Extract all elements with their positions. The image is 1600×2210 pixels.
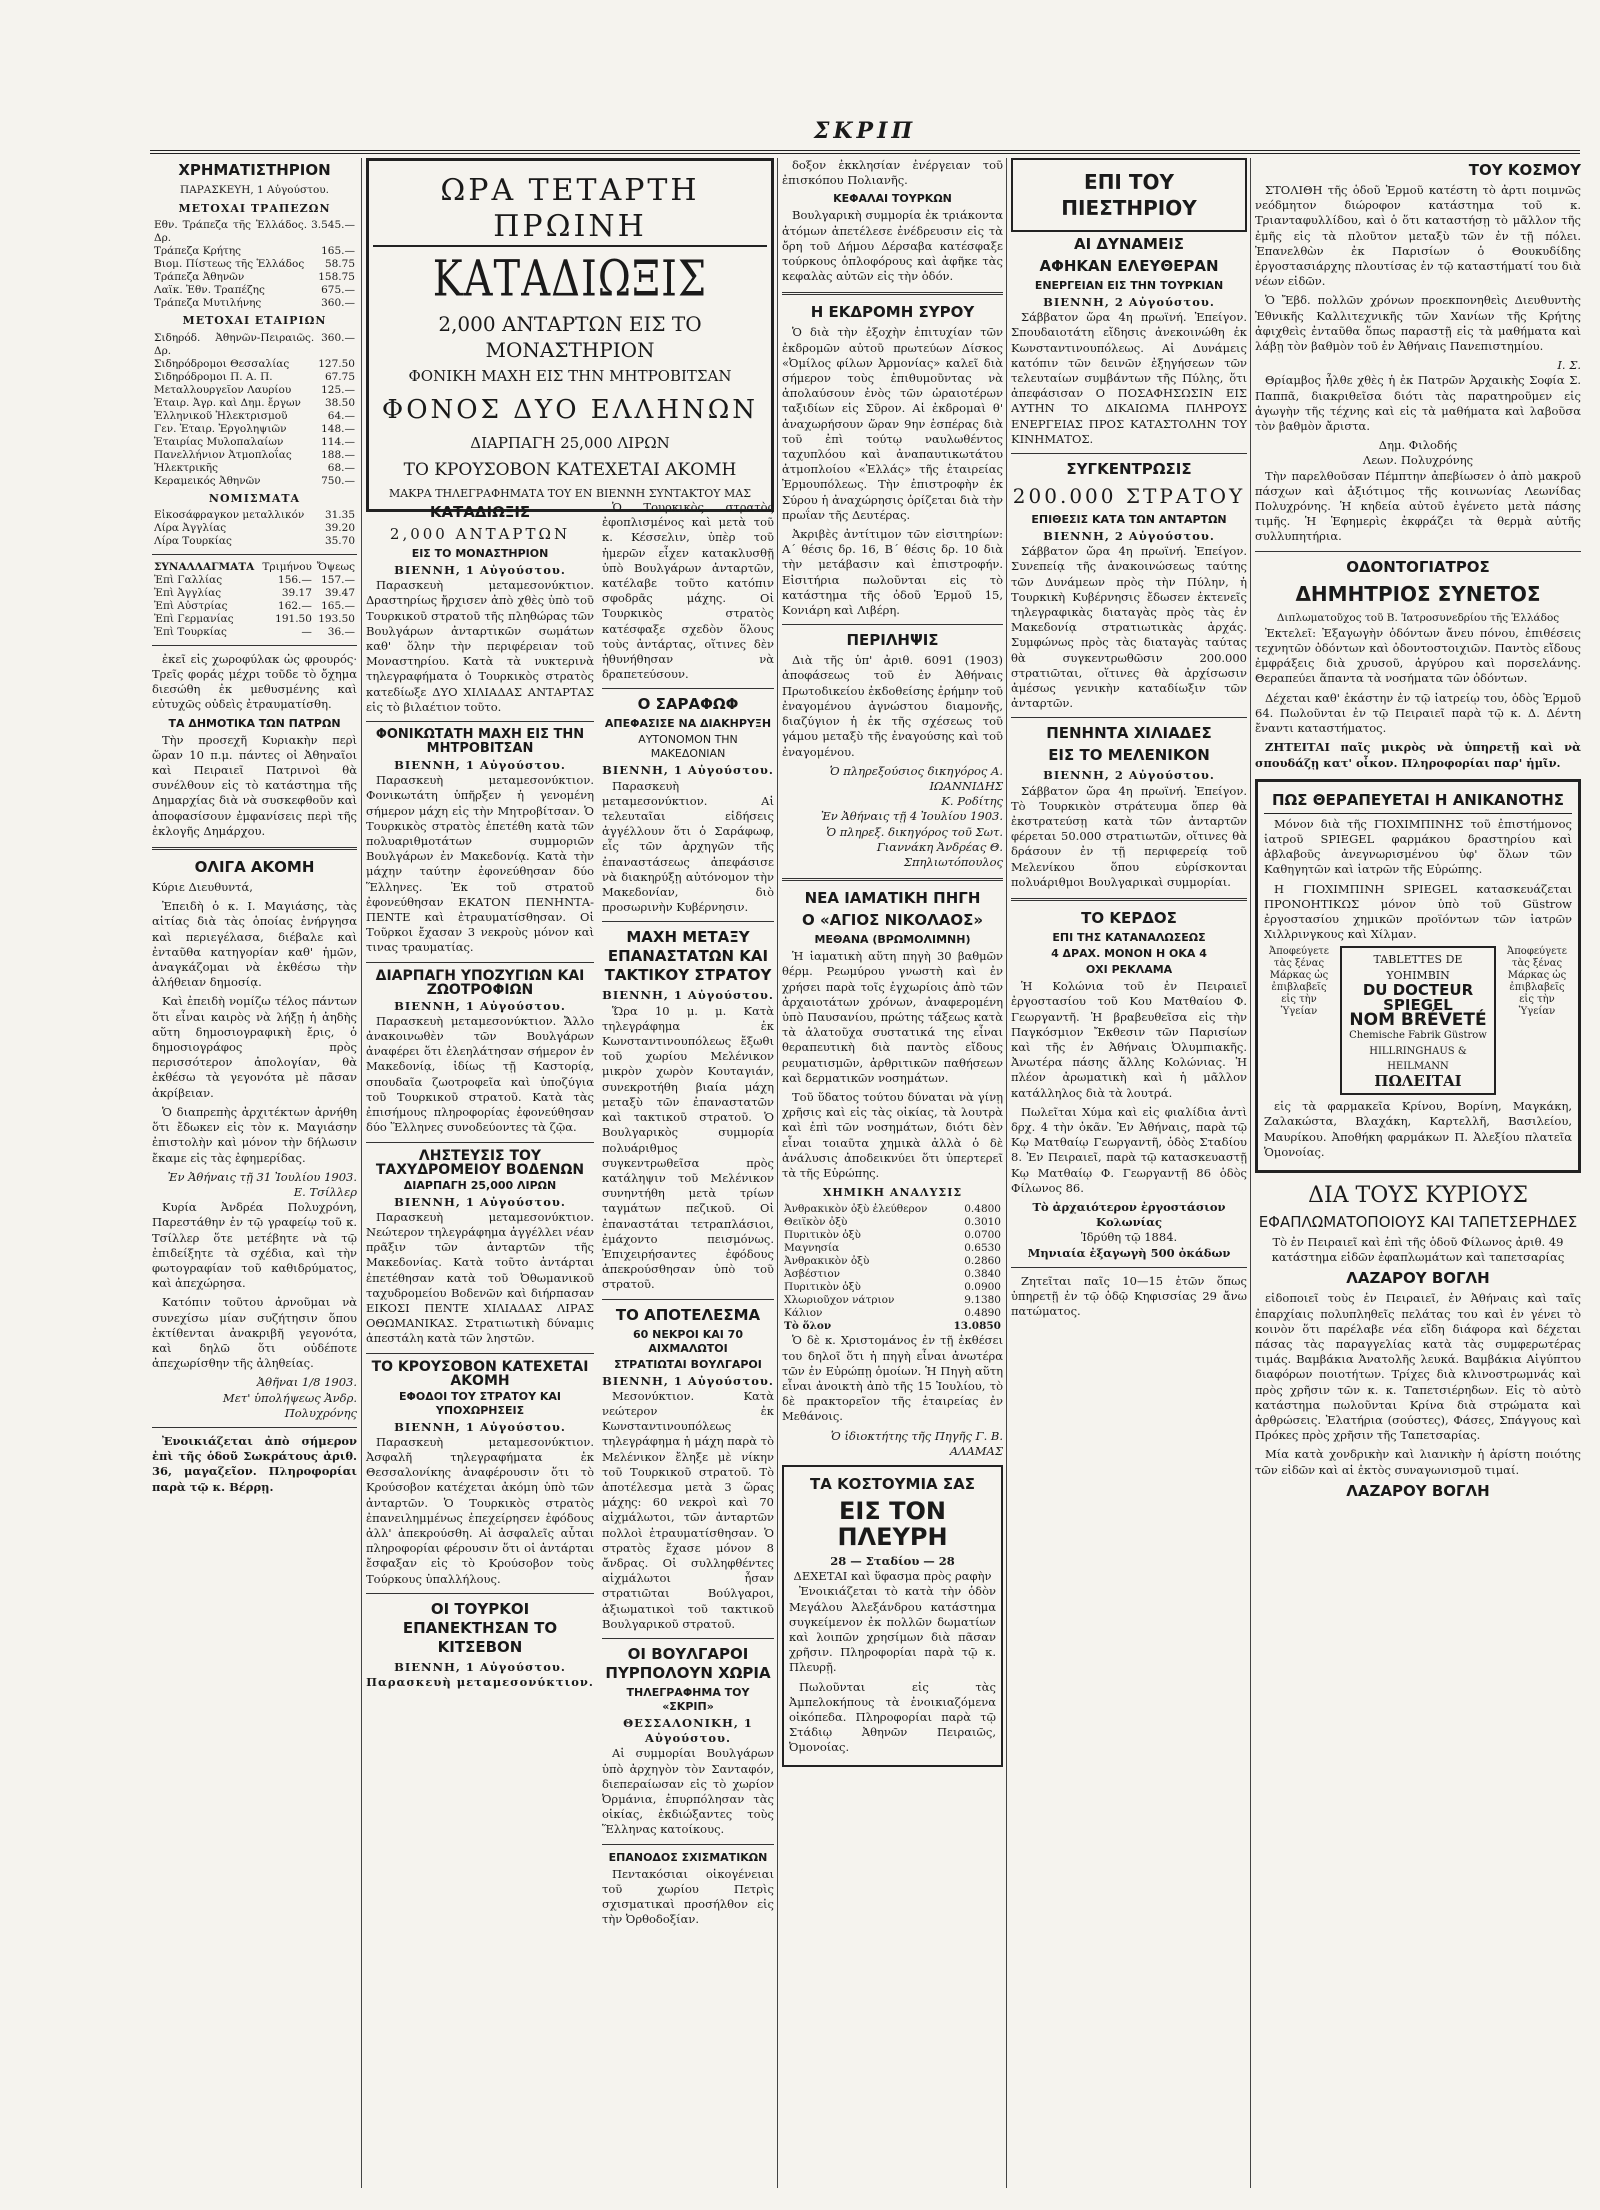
death-notice-name: Δημ. Φιλοδής xyxy=(1378,438,1458,453)
article-text: Ὁ διὰ τὴν ἐξοχὴν ἐπιτυχίαν τῶν ἐκδρομῶν αὐτοῦ πρωτεύων Δίσκος «Ὀμίλος φίλων Ἀρμονίας» καλεῖ διὰ σήμερον τοὺς ἐπιθυμοῦντας νὰ ἀπολαύσουν ἐνὸς τῶν ὡραιοτέρων ταξιδίων εἰς Σῦρον. Αἱ ἐκδρομαὶ θ' ἀναχωρήσουν ὥραν 9ην ἑσπέρας διὰ τοῦ ἐπὶ τούτῳ ναυλωθέντος ταχυπλόου καὶ ἀναπαυτικωτάτου ἀτμοπλοίου «Ἑλλάς» τῆς ἑταιρείας Ἐρμουπόλεως. Τὴν ἐπιστροφὴν ἐκ Σύρου ἡ ἀναχώρησις ὁρίζεται διὰ τὴν πρωΐαν τῆς Δευτέρας. xyxy=(782,325,1003,522)
table-row xyxy=(152,410,357,423)
column-notices xyxy=(782,158,1003,2188)
dateline: ΒΙΕΝΝΗ, 1 Αὐγούστου. xyxy=(394,998,566,1013)
article-title: ΤΟ ΑΠΟΤΕΛΕΣΜΑ xyxy=(615,1305,761,1324)
table-row xyxy=(152,271,357,284)
table-row xyxy=(152,371,357,384)
product-line: ΠΩΛΕΙΤΑΙ xyxy=(1374,1071,1462,1090)
masthead: ΣΚΡΙΠ xyxy=(150,118,1580,154)
row-value: 165.— xyxy=(321,599,355,612)
row-label: Λαϊκ. Ἐθν. Τραπέζης xyxy=(154,284,265,297)
row-label: Σιδηρόδρομοι Θεσσαλίας xyxy=(154,357,290,370)
row-label: Σιδηρόδρομοι Π. Α. Π. xyxy=(154,370,273,383)
article-text: δοξον ἐκκλησίαν ἐνέργειαν τοῦ ἐπισκόπου Πολιανῆς. xyxy=(782,158,1003,188)
ad-title: ΤΟ ΚΕΡΔΟΣ xyxy=(1081,909,1177,928)
row-label: Ἀνθρακικὸν ὀξὺ ἐλεύθερον xyxy=(784,1203,928,1216)
article-text: Βουλγαρικὴ συμμορία ἐκ τριάκοντα ἀτόμων ἀπετέλεσε ἐνέδρευσιν εἰς τὰ ὄρη τοῦ Δήμου Δέρσαβα κατέσφαξε τούρκους ὁπλοφόρους καὶ ἀφῆκε τὰς κεφαλὰς αὐτῶν εἰς τὴν ὁδόν. xyxy=(782,208,1003,284)
row-value: 38.50 xyxy=(324,396,355,409)
article-subtitle: ΕΙΣ ΤΟ ΜΟΝΑΣΤΗΡΙΟΝ xyxy=(411,547,549,560)
coins-title: ΝΟΜΙΣΜΑΤΑ xyxy=(208,491,301,505)
row-value: 156.— xyxy=(278,573,312,586)
article-text: Παρασκευὴ μεταμεσονύκτιον. Αἱ τελευταῖαι εἰδήσεις ἀγγέλλουν ὅτι ὁ Σαράφωφ, εἷς τῶν ἀρχηγῶν τῆς ἐπαναστάσεως ἀπεφάσισε νὰ διακηρύξῃ αὐτόνομον τὴν Μακεδονίαν, διὸ προσωρινὴν Κυβέρνησιν. xyxy=(602,778,774,915)
table-row xyxy=(152,574,357,587)
row-value: — xyxy=(301,625,312,638)
row-value: 35.70 xyxy=(324,534,355,547)
article-subtitle: ΕΦΟΔΟΙ ΤΟΥ ΣΤΡΑΤΟΥ ΚΑΙ ΥΠΟΧΩΡΗΣΕΙΣ xyxy=(398,1389,562,1417)
row-label: Τράπεζα Κρήτης xyxy=(154,245,242,258)
row-label: Μαγνησία xyxy=(784,1242,840,1255)
table-row xyxy=(152,449,357,462)
article-text: Παρασκευὴ μεταμεσονύκτιον. Φονικωτάτη ὑπῆρξεν ἡ γενομένη σήμερον μάχη εἰς τὴν Μητροβίτσαν. Ὁ Τουρκικὸς στρατὸς ἐπετέθη κατὰ τῶν πολυαριθμοτάτων συμμοριῶν Βουλγάρων ἐν Μακεδονίᾳ. Κατὰ τὴν μάχην ταύτην ἐφονεύθησαν δύο Ἕλληνες. Ἐκ τοῦ στρατοῦ ἐφονεύθησαν ΕΚΑΤΟΝ ΠΕΝΗΝΤΑ-ΠΕΝΤΕ καὶ ἐτραυματίσθησαν. Οἱ Τοῦρκοι ἔχασαν 3 νεκροὺς μόνον καὶ τινας τραυματίας. xyxy=(366,773,594,955)
row-label: Ἐπὶ Γαλλίας xyxy=(154,573,223,586)
ad-subtitle: ΕΠΙ ΤΗΣ ΚΑΤΑΝΑΛΩΣΕΩΣ xyxy=(1052,931,1206,945)
article-text: Παρασκευὴ μεταμεσονύκτιον. Ἄλλο ἀνακοινωθὲν τῶν Βουλγάρων ἀναφέρει ὅτι ἐλεηλάτησαν σήμερον ἐν Μακεδονίᾳ, ἰδίως τῇ Καστορίᾳ, σπουδαῖα ζωοτροφεῖα καὶ ὑποζύγια τοῦ Τουρκικοῦ στρατοῦ. Κατὰ τὰς ἐπισήμους πληροφορίας ἐφονεύθησαν δύο Ἕλληνες συνοδεύοντες τὰ ζῷα. xyxy=(366,1013,594,1135)
row-value: 360.— xyxy=(321,297,355,310)
ad-address: 28 — Σταδίου — 28 xyxy=(830,1554,955,1568)
exchange-date: ΠΑΡΑΣΚΕΥΗ, 1 Αὐγούστου. xyxy=(179,184,330,196)
row-label: Τράπεζα Μυτιλήνης xyxy=(154,297,262,310)
oliga-signature: Ε. Τσίλλερ xyxy=(293,1184,357,1199)
ad-title: ΤΑ ΚΟΣΤΟΥΜΙΑ ΣΑΣ xyxy=(810,1475,975,1493)
ad-text: Δέχεται καθ' ἑκάστην ἐν τῷ ἰατρείῳ του, ὁδὸς Ἑρμοῦ 64. Πωλοῦνται ἐν τῷ Πειραιεῖ παρὰ τῷ κ. Δ. Δέντη ἔναντι καταστήματος. xyxy=(1255,690,1581,736)
article-subtitle: ΔΙΑΡΠΑΓΗ 25,000 ΛΙΡΩΝ xyxy=(403,1178,557,1192)
row-value: 3.545.— xyxy=(311,219,355,232)
article-title: ΚΕΦΑΛΑΙ ΤΟΥΡΚΩΝ xyxy=(833,192,952,206)
table-row xyxy=(152,613,357,626)
tailor-ad xyxy=(782,1465,1003,1767)
ad-signature: Ἱδρύθη τῷ 1884. xyxy=(1080,1230,1178,1245)
row-value: 31.35 xyxy=(324,508,355,521)
oliga-paragraph: Κατόπιν τοῦτου ἀρνοῦμαι νὰ συνεχίσω μίαν συζήτησιν ὅπου ἐκτίθενται ἀνακριβῆ γεγονότα, καὶ δηλῶ ὅτι οὐδέποτε ἀπεχωρίσθην τῆς ἀληθείας. xyxy=(152,1295,357,1371)
table-row xyxy=(152,626,357,639)
ad-text: εἰδοποιεῖ τοὺς ἐν Πειραιεῖ, ἐν Ἀθήναις καὶ ταῖς ἐπαρχίαις πολυπληθεῖς πελάτας του καὶ ἐν γένει τὸ κοινὸν ὅτι παρέλαβε νέα εἴδη διάφορα καὶ δέχεται πάσας τὰς παραγγελίας κατὰ τὰς συμφερωτέρας τιμάς. Βαμβάκια Ἀνατολῆς λευκά. Βαμβάκια Αἰγύπτου διαφόρων ποιοτήτων. Τρίχες διὰ κλινοστρωμνάς καὶ πρὸς χρῆσιν τῶν κ. κ. Ταπετσιέρηδων. Εἰς τὸ αὐτὸ κατάστημα πωλοῦνται Κρίνα διὰ στρώματα καὶ ἀρθρώσεις. Ἐλατήρια (σούστες), Φάσες, Σπάγγους καὶ Πρόκες πρὸς χρῆσιν τῆς Ταπετσαρίας. xyxy=(1255,1291,1581,1443)
article-text: Σάββατον ὥρα 4η πρωϊνή. Ἐπείγον. Σπουδαιοτάτη εἴδησις ἀνεκοινώθη ἐκ Κωνσταντινουπόλεως. Αἱ Δυνάμεις κατόπιν τῶν δεινῶν ἐξηγήσεων τῶν τελευταίων συμβάντων τῆς Πύλης, ὅτι ἀπεφάσισαν Ο ΠΟΣΑΦΗΣΩΣΙΝ ΕΙΣ ΑΥΤΗΝ ΤΟ ΔΙΚΑΙΩΜΑ ΠΛΗΡΟΥΣ ΕΝΕΡΓΕΙΑΣ ΠΡΟΣ ΚΑΤΑΣΤΟΛΗΝ ΤΟΥ ΚΙΝΗΜΑΤΟΣ. xyxy=(1011,310,1247,446)
row-value: 114.— xyxy=(321,435,355,448)
table-row xyxy=(152,535,357,548)
row-label: Λίρα Ἀγγλίας xyxy=(154,521,227,534)
table-row xyxy=(152,332,357,358)
table-row xyxy=(782,1281,1003,1294)
row-value: 0.3840 xyxy=(964,1268,1001,1281)
row-label: Ἑταιρ. Ἀγρ. καὶ Δημ. ἔργων xyxy=(154,396,301,409)
row-value: 0.0900 xyxy=(964,1281,1001,1294)
table-row xyxy=(782,1268,1003,1281)
fx-title: ΣΥΝΑΛΛΑΓΜΑΤΑ xyxy=(154,560,255,573)
dateline: ΒΙΕΝΝΗ, 2 Αὐγούστου. xyxy=(1043,768,1215,783)
row-label: Ἐπὶ Ἀγγλίας xyxy=(154,586,222,599)
ad-subtitle: Διπλωματοῦχος τοῦ Β. Ἰατροσυνεδρίου τῆς Ἑλλάδος xyxy=(1276,611,1560,624)
column-stock-exchange xyxy=(152,158,357,2188)
article-title: 2,000 ΑΝΤΑΡΤΩΝ xyxy=(389,525,571,543)
article-text: Ὥρα 10 μ. μ. Κατὰ τηλεγράφημα ἐκ Κωνσταντινουπόλεως ἔξωθι τοῦ χωρίου Μελένικον μικρὸν χωρὸν Κουταγιάν, συνεκροτήθη βιαία μάχη μεταξὺ τῶν ἐπαναστατῶν καὶ τακτικοῦ στρατοῦ. Ὁ Βουλγαρικὸς συμμορία πολυάριθμος συγκεντρωθεῖσα πρὸς κατάληψιν τοῦ Μελένικον συνηντήθη μετὰ τρίων ταγμάτων πεζικοῦ. Οἱ ἐπαναστάται τετραπλάσιοι, ἐμάχοντο πεισμόνως. Ἐπιχειρήσαντες ἐφόδους ἀπεκρούσθησαν ὑπὸ τοῦ στρατοῦ. xyxy=(602,1003,774,1292)
court-box xyxy=(1011,158,1247,232)
dateline: ΒΙΕΝΝΗ, 1 Αὐγούστου. xyxy=(602,763,774,778)
fx-head-2: Ὄψεως xyxy=(317,560,355,573)
table-row xyxy=(152,587,357,600)
dateline: ΒΙΕΝΝΗ, 1 Αὐγούστου. xyxy=(394,1419,566,1434)
article-text: Διὰ τῆς ὑπ' ἀριθ. 6091 (1903) ἀποφάσεως τοῦ ἐν Ἀθήναις Πρωτοδικείου ἐκδοθείσης ἐρήμην τοῦ ἐναγομένου ἀγνώστου διαμονῆς, διαζύγιον ἠ ἐκ τῆς σχέσεως τοῦ γάμου μεταξὺ τῆς ἐναγούσης καὶ τοῦ ἐναγομένου. xyxy=(782,653,1003,759)
article-subtitle: ΑΠΕΦΑΣΙΣΕ ΝΑ ΔΙΑΚΗΡΥΞΗ xyxy=(604,717,772,731)
signature: Κ. Ροδίτης xyxy=(941,794,1003,809)
row-label: Κάλιον xyxy=(784,1307,823,1320)
row-label: Μεταλλουργεῖον Λαυρίου xyxy=(154,383,292,396)
ad-text: Ἡ Κολώνια τοῦ ἐν Πειραιεῖ ἐργοστασίου τοῦ Κου Ματθαίου Φ. Γεωργαντῆ. Ἡ βραβευθεῖσα εἰς τὴν Παγκόσμιον Ἔκθεσιν τῶν Παρισίων καὶ τῆς ἐν Ἀθήναις Ὀλυμπιακῆς. Ἀνωτέρα πάσης ἄλλης Κολώνιας. Ἡ πλέον ἀρωματικὴ καὶ ἡ μᾶλλον κατάλληλος διὰ τὰ λουτρά. xyxy=(1011,979,1247,1100)
ad-title: ΔΗΜΗΤΡΙΟΣ ΣΥΝΕΤΟΣ xyxy=(1295,581,1541,606)
article-text: Μεσονύκτιον. Κατὰ νεώτερον ἐκ Κωνσταντινουπόλεως τηλεγράφημα ἡ μάχη παρὰ τὸ Μελένικον ἔληξε μὲ νίκην τοῦ Τουρκικοῦ στρατοῦ. Τὸ ἀποτέλεσμα μετὰ 3 ὥρας μάχης: 60 νεκροὶ καὶ 70 αἰχμάλωτοι, τῶν ἀνταρτῶν πολλοὶ ἐτραυματίσθησαν. Ὁ στρατὸς ἔχασε μόνον 8 ἄνδρας. Οἱ συλληφθέντες αἰχμάλωτοι ἦσαν στρατιῶται Βούλγαροι, ἀξιωματικοὶ τοῦ τακτικοῦ Βουλγαρικοῦ στρατοῦ. xyxy=(602,1388,774,1631)
exchange-title: ΧΡΗΜΑΤΙΣΤΗΡΙΟΝ xyxy=(178,161,331,179)
row-value: 67.75 xyxy=(324,370,355,383)
article-title: ΑΦΗΚΑΝ ΕΛΕΥΘΕΡΑΝ xyxy=(1039,257,1219,275)
article-subtitle: ΕΝΕΡΓΕΙΑΝ ΕΙΣ ΤΗΝ ΤΟΥΡΚΙΑΝ xyxy=(1034,279,1224,292)
oliga-title: ΟΛΙΓΑ ΑΚΟΜΗ xyxy=(194,858,315,877)
analysis-total-label: Τὸ ὅλον xyxy=(784,1320,832,1333)
article-title: ΜΑΧΗ ΜΕΤΑΞΥ ΕΠΑΝΑΣΤΑΤΩΝ ΚΑΙ ΤΑΚΤΙΚΟΥ ΣΤΡΑΤΟΥ xyxy=(604,928,772,985)
signature: Ι. Σ. xyxy=(1557,358,1581,373)
table-row xyxy=(152,258,357,271)
row-value: 125.— xyxy=(321,383,355,396)
table-row xyxy=(152,284,357,297)
product-line: TABLETTES DE YOHIMBIN xyxy=(1373,953,1463,982)
row-label: Γεν. Ἑταιρ. Ἐργοληψιῶν xyxy=(154,422,287,435)
ad-title: ΟΔΟΝΤΟΓΙΑΤΡΟΣ xyxy=(1346,557,1490,576)
headline-sub: ΤΟ ΚΡΟΥΣΟΒΟΝ ΚΑΤΕΧΕΤΑΙ ΑΚΟΜΗ xyxy=(403,460,737,480)
furniture-ad xyxy=(1255,1183,1581,1501)
table-row xyxy=(782,1242,1003,1255)
ad-name: ΛΑΖΑΡΟΥ ΒΟΓΛΗ xyxy=(1346,1269,1490,1288)
article-title: ΕΠΑΝΟΔΟΣ ΣΧΙΣΜΑΤΙΚΩΝ xyxy=(608,1850,768,1864)
ad-side-note: Ἀποφεύγετε τὰς ξένας Μάρκας ὡς ἐπιβλαβεῖς εἰς τὴν Ὑγείαν xyxy=(1507,946,1567,1018)
oliga-paragraph: Ἐπειδὴ ὁ κ. Ι. Μαγιάσης, τὰς αἰτίας διὰ τὰς ὁποίας ἐνήργησα καὶ περιεγέλασα, διέβαλε καὶ ἐνταῦθα κατηγορίαν καθ' ἡμῶν, ἀναγκάζομαι νὰ ἐκθέσω τὴν ἀλήθειαν δημοσίᾳ. xyxy=(152,899,357,990)
row-label: Ἀσβέστιον xyxy=(784,1268,841,1281)
article-text: Πεντακόσιαι οἰκογένειαι τοῦ χωρίου Πετρὶς σχισματικαὶ προσήλθον εἰς τὴν Ὀρθοδοξίαν. xyxy=(602,1866,774,1927)
column-rule xyxy=(777,158,778,2188)
banks-table xyxy=(152,219,357,310)
table-row xyxy=(152,475,357,488)
article-text: Ἡ ἰαματικὴ αὕτη πηγὴ 30 βαθμῶν θέρμ. Ρεωμύρου γνωστὴ καὶ ἐν χρήσει παρὰ τοῖς ἐγχωρίοις ἀπὸ τῶν ἀρχαιοτάτων χρόνων, ἀναφερομένη ὑπὸ Παυσανίου, πρώτης τάξεως κατὰ τὰ ἁλατοῦχα συστατικά της εἶναι θεραπευτικὴ διὰ παντὸς εἴδους ρευματισμῶν, ἀρθριτικῶν παθήσεων καὶ δερματικῶν νοσημάτων. xyxy=(782,949,1003,1085)
table-row xyxy=(152,423,357,436)
row-value: 157.— xyxy=(321,573,355,586)
article-text: Σάββατον ὥρα 4η πρωϊνή. Ἐπείγον. Τὸ Τουρκικὸν στράτευμα ὅπερ θὰ ἐκστρατεύσῃ κατὰ τῶν ἀνταρτῶν φέρεται 50.000 στρατιωτῶν, οἵτινες θὰ δράσουν ἐν τῇ περιφερείᾳ τοῦ Μελενίκου ὅπου εὑρίσκονται πολυάριθμοι Βουλγαρικαὶ συμμορίαι. xyxy=(1011,783,1247,889)
fx-table xyxy=(152,561,357,639)
ad-title: ΔΙΑ ΤΟΥΣ ΚΥΡΙΟΥΣ xyxy=(1308,1182,1528,1208)
article-subtitle: ΑΥΤΟΝΟΜΟΝ ΤΗΝ ΜΑΚΕΔΟΝΙΑΝ xyxy=(638,733,738,761)
patras-title: ΤΑ ΔΗΜΟΤΙΚΑ ΤΩΝ ΠΑΤΡΩΝ xyxy=(168,716,341,730)
oliga-signature-date: Ἐν Ἀθήναις τῇ 31 Ἰουλίου 1903. xyxy=(167,1169,357,1184)
article-text: Τὴν παρελθοῦσαν Πέμπτην ἀπεβίωσεν ὁ ἀπὸ μακροῦ πάσχων καὶ ἀξιότιμος τῆς κοινωνίας Λεωνίδας Πολυχρόνης. Ἡ κηδεία αὐτοῦ ἐγένετο μετὰ πάσης τιμῆς. Ἡ Ἐφημερὶς ἐκφράζει τὰ θερμὰ αὐτῆς συλλυπητήρια. xyxy=(1255,468,1581,544)
headline-sub: ΦΟΝΙΚΗ ΜΑΧΗ ΕΙΣ ΤΗΝ ΜΗΤΡΟΒΙΤΣΑΝ xyxy=(408,367,732,385)
spiegel-ad xyxy=(1255,779,1581,1173)
article-subtitle: ΤΗΛΕΓΡΑΦΗΜΑ ΤΟΥ «ΣΚΡΙΠ» xyxy=(626,1685,750,1713)
article-title: ΛΗΣΤΕΥΣΙΣ ΤΟΥ ΤΑΧΥΔΡΟΜΕΙΟΥ ΒΟΔΕΝΩΝ xyxy=(375,1147,585,1178)
row-value: 64.— xyxy=(327,409,355,422)
article-title: ΤΟΥ ΚΟΣΜΟΥ xyxy=(1468,161,1581,179)
ad-text: Μόνον διὰ τῆς ΓΙΟΧΙΜΠΙΝΗΣ τοῦ ἐπιστήμονος ἰατροῦ SPIEGEL φαρμάκου δραστηρίου καὶ ἀβλαβοῦς ἀνεγνωρισμένου ὑφ' ὅλων τῶν Καθηγητῶν καὶ ἰατρῶν τῆς Εὐρώπης. xyxy=(1264,816,1572,877)
article-text: Ὁ Ἔβδ. πολλῶν χρόνων προεκπονηθεὶς Διευθυντὴς Ἐθνικῆς Καλλιτεχνικῆς τῶν Χανίων τῆς Κρήτης ἀφιχθεὶς ἐνταῦθα ὅπως παραστῇ εἰς τὰ μαθήματα καὶ λάβῃ τὸν βαθμὸν τοῦ ἐν Ἀθήναις Πανεπιστημίου. xyxy=(1255,293,1581,354)
classified-ad: Ἐνοικιάζεται ἀπὸ σήμερον ἐπὶ τῆς ὁδοῦ Σωκράτους ἀριθ. 36, μαγαζεῖον. Πληροφορίαι παρὰ τῷ κ. Βέρρῃ. xyxy=(152,1433,357,1494)
article-subtitle: 60 ΝΕΚΡΟΙ ΚΑΙ 70 ΑΙΧΜΑΛΩΤΟΙ xyxy=(633,1327,743,1355)
article-text: Παρασκευὴ μεταμεσονύκτιον. Νεώτερον τηλεγράφημα ἀγγέλλει νέαν πρᾶξιν τῶν ἀνταρτῶν τῆς Μακεδονίας. Κατὰ τοῦτο ἀντάρται ἐπετέθησαν κατὰ τοῦ Ὀθωμανικοῦ ταχυδρομείου Βοδενῶν καὶ διήρπασαν ΕΙΚΟΣΙ ΠΕΝΤΕ ΧΙΛΙΑΔΑΣ ΛΙΡΑΣ ΟΘΩΜΑΝΙΚΑΣ. Στρατιωτικὴ δύναμις ἀπεστάλη κατὰ τῶν ληστῶν. xyxy=(366,1209,594,1346)
table-row xyxy=(782,1255,1003,1268)
article-subtitle: ΣΤΡΑΤΙΩΤΑΙ ΒΟΥΛΓΑΡΟΙ xyxy=(614,1357,762,1371)
article-title: ΝΕΑ ΙΑΜΑΤΙΚΗ ΠΗΓΗ xyxy=(804,889,981,908)
headline-sub: ΔΙΑΡΠΑΓΗ 25,000 ΛΙΡΩΝ xyxy=(470,434,670,452)
column-rule xyxy=(1006,158,1007,2188)
article-title: 200.000 ΣΤΡΑΤΟΥ xyxy=(1012,484,1246,509)
row-label: Ἑταιρίας Μυλοπαλαίων xyxy=(154,435,284,448)
analysis-table xyxy=(782,1203,1003,1333)
table-row xyxy=(782,1229,1003,1242)
ad-text: Πωλοῦνται εἰς τὰς Ἀμπελοκήπους τὰ ἐνοικιαζόμενα οἰκόπεδα. Πληροφορίαι παρὰ τῷ Στάδιῳ Ἀθηνῶν Πειραιῶς, Ὀμονοίας. xyxy=(789,1679,996,1755)
signature: Ὁ πληρεξούσιος δικηγόρος Α. ΙΩΑΝΝΙΔΗΣ xyxy=(829,763,1003,793)
row-value: 750.— xyxy=(321,474,355,487)
row-label: Ἐπὶ Γερμανίας xyxy=(154,612,234,625)
article-text: ΣΤΟΛΙΘΗ τῆς ὁδοῦ Ἑρμοῦ κατέστη τὸ ἀρτι ποιμνῶς νεόδμητον διώροφον κατάστημα τοῦ κ. Τριανταφυλλίδου, καὶ ὁ ὅτι καταστήσῃ τὸ μᾶλλον τῆς ἐμῆς εἰς τὰ πλοῦτον μεταξὺ τῶν ἐν τῇ πόλει. Ἐπανελθὼν ἐκ Παρισίων ὁ Θουκυδίδης ἐργοστασιάρχης πλουτίσας ἐν τῷ καταστήματί του διὰ νέων εἰδῶν. xyxy=(1255,183,1581,289)
article-text: Τοῦ ὕδατος τούτου δύναται νὰ γίνῃ χρῆσις καὶ εἰς τὰς οἰκίας, τὰ λουτρὰ καὶ ἐπὶ τῶν νοσημάτων, διότι δὲν εἶναι τοιαῦτα χημικὰ ἀλλὰ ὁ δὲ ἀνάλυσις ἀποδεικνύει ὅτι ὑπερτερεῖ τὰ τῆς Εὐρώπης. xyxy=(782,1089,1003,1180)
article-text: Παρασκευὴ μεταμεσονύκτιον. Δραστηρίως ἤρχισεν ἀπὸ χθὲς ὑπὸ τοῦ Τουρκικοῦ στρατοῦ τῆς πληθώρας τῶν Βουλγάρων ἀνταρτικῶν σωμάτων καθ' ὅλην τὴν περιφέρειαν τοῦ Μοναστηρίου. Κατὰ τὰ νυκτερινὰ τηλεγραφήματα ὁ Τουρκικὸς στρατὸς κατεδίωξε ΔΥΟ ΧΙΛΙΑΔΑΣ ΑΝΤΑΡΤΑΣ εἰς τὸ βιλαέτιον τοῦτο. xyxy=(366,578,594,714)
oliga-paragraph: Καὶ ἐπειδὴ νομίζω τέλος πάντων ὅτι εἶναι καιρὸς νὰ λήξῃ ἡ ἀηδὴς αὕτη δημοσιογραφικὴ ἔρις, ὁ δημοσιογράφος πρὸς περισσότερον ἀπολογίαν, θὰ ἐκθέσω τὰ γεγονότα μὲ πᾶσαν ἀκρίβειαν. xyxy=(152,994,357,1100)
table-row xyxy=(782,1294,1003,1307)
ad-subtitle: 4 ΔΡΑΧ. ΜΟΝΟΝ Η ΟΚΑ 4 xyxy=(1051,947,1207,961)
row-label: Ἑλληνικοῦ Ἠλεκτρισμοῦ xyxy=(154,409,288,422)
article-title: ΠΕΝΗΝΤΑ ΧΙΛΙΑΔΕΣ xyxy=(1046,724,1212,743)
article-text: Ὁ Τουρκικὸς στρατὸς ἐφοπλισμένος καὶ μετὰ τοῦ κ. Κέσσελιν, ὑπὲρ τοῦ ἡμερῶν εἶχεν κατακλυσθῇ ὑπὸ Βουλγάρων ἀνταρτῶν, κατέλαβε τοῦτο κατόπιν σφοδρᾶς μάχης. Οἱ Τουρκικὸς στρατὸς κατέσφαξε σχεδὸν ὅλους τοὺς ἀντάρτας, οἵτινες δὲν ἠθυνήθησαν νὰ δραπετεύσουν. xyxy=(602,500,774,682)
oliga-signature-date: Ἀθῆναι 1/8 1903. xyxy=(256,1375,357,1390)
row-label: Ἐπὶ Αὐστρίας xyxy=(154,599,228,612)
row-value: 158.75 xyxy=(318,271,355,284)
column-news-right xyxy=(602,500,774,2188)
row-label: Πυριτικὸν ὀξὺ xyxy=(784,1281,861,1294)
row-label: Ἐπὶ Τουρκίας xyxy=(154,625,227,638)
headline-sub: ΜΑΚΡΑ ΤΗΛΕΓΡΑΦΗΜΑΤΑ ΤΟΥ ΕΝ ΒΙΕΝΝΗ ΣΥΝΤΑΚΤΟΥ ΜΑΣ xyxy=(388,487,752,500)
ad-signature: Μηνιαία ἐξαγωγὴ 500 ὀκάδων xyxy=(1027,1245,1231,1260)
article-title: ΠΕΡΙΛΗΨΙΣ xyxy=(846,631,939,650)
table-row xyxy=(152,219,357,245)
table-row xyxy=(152,297,357,310)
ad-text: Μία κατὰ χονδρικὴν καὶ λιανικὴν ἡ ἀρίστη ποιότης τῶν εἰδῶν καὶ αἱ ἐκτὸς συναγωνισμοῦ τιμαί. xyxy=(1255,1447,1581,1477)
classified-ad: ΖΗΤΕΙΤΑΙ παῖς μικρὸς νὰ ὑπηρετῇ καὶ νὰ σπουδάζῃ κατ' οἶκον. Πληροφορίαι παρ' ἡμῖν. xyxy=(1255,740,1581,770)
article-title: ΚΑΤΑΔΙΩΞΙΣ xyxy=(429,503,531,521)
coins-table xyxy=(152,509,357,548)
lead-headline-box xyxy=(366,158,774,500)
article-title: Ο «ΑΓΙΟΣ ΝΙΚΟΛΑΟΣ» xyxy=(801,911,984,930)
article-title: ΣΥΓΚΕΝΤΡΩΣΙΣ xyxy=(1066,460,1192,479)
row-label: Κεραμεικός Ἀθηνῶν xyxy=(154,474,261,487)
row-value: 0.4800 xyxy=(964,1203,1001,1216)
article-title: ΕΙΣ ΤΟ ΜΕΛΕΝΙΚΟΝ xyxy=(1048,746,1210,765)
row-value: 39.47 xyxy=(324,586,355,599)
row-value: 162.— xyxy=(278,599,312,612)
row-value: 193.50 xyxy=(318,612,355,625)
analysis-title: ΧΗΜΙΚΗ ΑΝΑΛΥΣΙΣ xyxy=(822,1186,963,1200)
article-title: ΑΙ ΔΥΝΑΜΕΙΣ xyxy=(1073,235,1185,253)
signature-date: Ἐν Ἀθήναις τῇ 4 Ἰουλίου 1903. xyxy=(820,809,1003,824)
row-value: 188.— xyxy=(321,448,355,461)
column-rule xyxy=(1250,158,1251,2188)
ad-label-block xyxy=(1264,946,1572,1095)
dateline: ΒΙΕΝΝΗ, 1 Αὐγούστου. xyxy=(394,563,566,577)
death-notice-name: Λεων. Πολυχρόνης xyxy=(1362,453,1474,468)
row-value: 0.4890 xyxy=(964,1307,1001,1320)
table-row xyxy=(782,1307,1003,1320)
row-value: 39.17 xyxy=(281,586,312,599)
column-news-left xyxy=(366,500,594,2188)
headline-sub: 2,000 ΑΝΤΑΡΤΩΝ ΕΙΣ ΤΟ ΜΟΝΑΣΤΗΡΙΟΝ xyxy=(438,312,702,362)
product-line: HILLRINGHAUS & HEILMANN xyxy=(1369,1045,1467,1072)
article-text: Ἀκριβὲς ἀντίτιμον τῶν εἰσιτηρίων: Α΄ θέσις δρ. 16, Β΄ θέσις δρ. 10 διὰ τὴν μετάβασιν καὶ ἐπιστροφήν. Εἰσιτήρια πωλοῦνται εἰς τὸ κατάστημα τῆς ὁδοῦ Ἑρμοῦ 15, Κονιάρη καὶ Λιβέρη. xyxy=(782,527,1003,618)
dateline: ΒΙΕΝΝΗ, 1 Αὐγούστου. xyxy=(602,988,774,1003)
row-value: 0.3010 xyxy=(964,1216,1001,1229)
table-row xyxy=(152,600,357,613)
ad-signature: Τὸ ἀρχαιότερον ἐργοστάσιον Κολωνίας xyxy=(1032,1199,1226,1230)
ad-side-note: Ἀποφεύγετε τὰς ξένας Μάρκας ὡς ἐπιβλαβεῖς εἰς τὴν Ὑγείαν xyxy=(1269,946,1329,1018)
oliga-signature: Μετ' ὑπολήψεως Ἀνδρ. Πολυχρόνης xyxy=(222,1390,357,1420)
row-value: 0.0700 xyxy=(964,1229,1001,1242)
ad-title: ΕΦΑΠΛΩΜΑΤΟΠΟΙΟΥΣ ΚΑΙ ΤΑΠΕΤΣΕΡΗΔΕΣ xyxy=(1258,1212,1578,1231)
ad-text: Ἐκτελεῖ: Ἐξαγωγὴν ὀδόντων ἄνευ πόνου, ἐπιθέσεις τεχνητῶν ὀδόντων καὶ ὀδοντοστοιχιῶν. Παντὸς εἴδους ἐμφράξεις διὰ χρυσοῦ, ἀργύρου καὶ πορσελάνης. Θεραπεύει ἅπαντα τὰ νοσήματα τῶν ὀδόντων. xyxy=(1255,625,1581,686)
ad-product-label xyxy=(1340,946,1496,1095)
article-text: Αἱ συμμορίαι Βουλγάρων ὑπὸ ἀρχηγὸν τὸν Σανταφόν, διεπεραίωσαν εἰς τὸ χωρίον Ὀρμάνια, ἐπυρπόλησαν τὰς οἰκίας, ἐκδιώξαντες τοὺς Ἕλληνας κατοίκους. xyxy=(602,1746,774,1837)
row-label: Πανελλήνιον Ἀτμοπλοΐας xyxy=(154,448,292,461)
dateline: ΒΙΕΝΝΗ, 2 Αὐγούστου. xyxy=(1043,529,1215,544)
row-label: Ἠλεκτρικῆς xyxy=(154,461,218,474)
row-label: Εἰκοσάφραγκον μεταλλικόν xyxy=(154,508,305,521)
lead-headline xyxy=(366,158,774,512)
column-telegrams xyxy=(1011,158,1247,2188)
row-value: 191.50 xyxy=(275,612,312,625)
ad-subtitle: ΔΕΧΕΤΑΙ καὶ ὕφασμα πρὸς ραφὴν xyxy=(793,1569,992,1584)
article-title: Ο ΣΑΡΑΦΩΦ xyxy=(637,695,739,714)
product-line: DU DOCTEUR SPIEGEL xyxy=(1362,980,1474,1014)
row-value: 165.— xyxy=(321,245,355,258)
dateline: ΒΙΕΝΝΗ, 1 Αὐγούστου. xyxy=(394,758,566,773)
table-row xyxy=(152,384,357,397)
table-row xyxy=(152,358,357,371)
companies-title: ΜΕΤΟΧΑΙ ΕΤΑΙΡΙΩΝ xyxy=(182,314,327,328)
column-society-ads xyxy=(1255,158,1581,2188)
article-text: Θρίαμβος ἦλθε χθὲς ἡ ἐκ Πατρῶν Ἀρχαικὴς Σοφία Σ. Παππᾶ, διακριθεῖσα διότι τὰς παρατηροῦμεν εἰς ἀγωγὴν τῆς τέχνης καὶ εἰς τὰ μαθήματα καὶ λαβοῦσα τὸν βαθμὸν ἄριστα. xyxy=(1255,373,1581,434)
ad-subtitle: ΟΧΙ ΡΕΚΛΑΜΑ xyxy=(1085,963,1173,977)
column-rule xyxy=(361,158,362,2188)
row-value: 675.— xyxy=(321,284,355,297)
table-row xyxy=(152,522,357,535)
article-title: Η ΕΚΔΡΟΜΗ ΣΥΡΟΥ xyxy=(810,303,975,322)
dateline: ΒΙΕΝΝΗ, 1 Αὐγούστου. xyxy=(602,1373,774,1388)
article-text: Ὁ δὲ κ. Χριστομάνος ἐν τῇ ἐκθέσει του δηλοῖ ὅτι ἡ πηγὴ εἶναι ἀνωτέρα τῶν ἐν Εὐρώπῃ ὁμοίων. Ἡ Πηγὴ αὕτη εἶναι ἀνοικτὴ ἀπὸ τῆς 15 Ἰουλίου, τὸ δὲ πρακτορεῖον τῆς ἑταιρείας ἐν Μεθάνοις. xyxy=(782,1333,1003,1424)
ad-text: εἰς τὰ φαρμακεῖα Κρίνου, Βορίνη, Μαγκάκη, Ζαλακώστα, Βλαχάκη, Καρτελλῆ, Βασιλείου, Μαυρίκου. Ἀποθήκη φαρμάκων Π. Ἀλεξίου πλατεῖα Ὁμονοίας. xyxy=(1264,1099,1572,1159)
oliga-greeting: Κύριε Διευθυντά, xyxy=(152,880,253,895)
row-value: 36.— xyxy=(327,625,355,638)
row-label: Εθν. Τράπεζα τῆς Ἑλλάδος. Δρ. xyxy=(154,219,308,245)
dateline: ΒΙΕΝΝΗ, 2 Αὐγούστου. xyxy=(1043,295,1215,309)
table-row xyxy=(782,1203,1003,1216)
product-line: NOM BRÉVETÉ xyxy=(1349,1010,1487,1031)
ad-text: Τὸ ἐν Πειραιεῖ καὶ ἐπὶ τῆς ὁδοῦ Φίλωνος ἀριθ. 49 κατάστημα εἰδῶν ἐφαπλωμάτων καὶ ταπετσαρίας xyxy=(1271,1234,1565,1265)
table-row xyxy=(152,462,357,475)
row-label: Τράπεζα Ἀθηνῶν xyxy=(154,271,245,284)
ad-text: Πωλεῖται Χύμα καὶ εἰς φιαλίδια ἀντὶ δρχ. 4 τὴν ὀκᾶν. Ἐν Ἀθήναις, παρὰ τῷ Κῳ Ματθαίῳ Γεωργαντῆ, ὁδὸς Σταδίου 8. Ἐν Πειραιεῖ, παρὰ τῷ κατασκευαστῇ Κῳ Ματθαίῳ Φ. Γεωργαντῇ 86 ὁδὸς Φίλωνος 86. xyxy=(1011,1104,1247,1195)
ad-text: Ἐνοικιάζεται τὸ κατὰ τὴν ὁδὸν Μεγάλου Ἀλεξάνδρου κατάστημα συγκείμενον ἐκ πολλῶν δωματίων καὶ λοιπῶν χρησίμων διὰ πᾶσαν χρῆσιν. Πληροφορίαι παρὰ τῷ κ. Πλευρῇ. xyxy=(789,1584,996,1675)
dateline: ΒΙΕΝΝΗ, 1 Αὐγούστου. xyxy=(394,1194,566,1209)
article-title: ΟΙ ΤΟΥΡΚΟΙ ΕΠΑΝΕΚΤΗΣΑΝ ΤΟ ΚΙΤΣΕΒΟΝ xyxy=(402,1599,558,1656)
product-line: Chemische Fabrik Güstrow xyxy=(1349,1030,1487,1042)
table-row xyxy=(152,509,357,522)
article-subtitle: ΕΠΙΘΕΣΙΣ ΚΑΤΑ ΤΩΝ ΑΝΤΑΡΤΩΝ xyxy=(1031,513,1227,527)
row-label: Βιομ. Πίστεως τῆς Ἑλλάδος xyxy=(154,258,305,271)
row-value: 68.— xyxy=(327,461,355,474)
article-title: ΦΟΝΙΚΩΤΑΤΗ ΜΑΧΗ ΕΙΣ ΤΗΝ ΜΗΤΡΟΒΙΤΣΑΝ xyxy=(375,727,585,757)
table-row xyxy=(152,397,357,410)
article-title: ΕΠΙ ΤΟΥ ΠΙΕΣΤΗΡΙΟΥ xyxy=(1061,170,1197,220)
headline-main: ΚΑΤΑΔΙΩΞΙΣ xyxy=(432,250,708,308)
row-label: Ἀνθρακικὸν ὀξὺ xyxy=(784,1255,870,1268)
classified-ad: Ζητεῖται παῖς 10—15 ἐτῶν ὅπως ὑπηρετῇ ἐν τῷ ὁδῷ Κηφισσίας 29 ἄνω πατώματος. xyxy=(1011,1273,1247,1319)
row-value: 360.— xyxy=(321,331,355,344)
oliga-paragraph: Ὁ διαπρεπὴς ἀρχιτέκτων ἀρνήθη ὅτι ἔδωκεν εἰς τὸν κ. Μαγιάσην ἐπιστολὴν καὶ μόνον τὴν δήλωσιν ἔκαμε εἰς τὰς ἐφημερίδας. xyxy=(152,1104,357,1165)
table-row xyxy=(152,245,357,258)
dateline: ΒΙΕΝΝΗ, 1 Αὐγούστου. Παρασκευὴ μεταμεσονύκτιον. xyxy=(366,1659,594,1689)
signature: Ὁ πληρεξ. δικηγόρος τοῦ Σωτ. Γιαννάκη Ἀνδρέας Θ. Σπηλιωτόπουλος xyxy=(826,824,1003,869)
signature: Ὁ ἰδιοκτήτης τῆς Πηγῆς Γ. Β. ΑΛΑΜΑΣ xyxy=(830,1428,1003,1458)
row-label: Λίρα Τουρκίας xyxy=(154,534,232,547)
table-row xyxy=(152,436,357,449)
article-subtitle: ΜΕΘΑΝΑ (ΒΡΩΜΟΛΙΜΝΗ) xyxy=(814,933,971,947)
ad-name: ΛΑΖΑΡΟΥ ΒΟΓΛΗ xyxy=(1346,1481,1490,1500)
fx-head-1: Τριμήνου xyxy=(262,560,312,573)
ad-text: Η ΓΙΟΧΙΜΠΙΝΗ SPIEGEL κατασκευάζεται ΠΡΟΝΟΗΤΙΚΩΣ μόνον ὑπὸ τοῦ Güstrow ἐργοστασίου χημικῶν προϊόντων τῶν ἰατρῶν Χιλλρινγκους καὶ Χίλμαν. xyxy=(1264,881,1572,942)
row-value: 39.20 xyxy=(324,521,355,534)
analysis-total-value: 13.0850 xyxy=(953,1320,1001,1333)
ad-title: ΠΩΣ ΘΕΡΑΠΕΥΕΤΑΙ Η ΑΝΙΚΑΝΟΤΗΣ xyxy=(1264,791,1572,814)
row-label: Πυριτικὸν ὀξὺ xyxy=(784,1229,861,1242)
row-label: Χλωριοῦχον νάτριον xyxy=(784,1294,895,1307)
oliga-paragraph: Κυρία Ἀνδρέα Πολυχρόνη, Παρεστάθην ἐν τῷ γραφείῳ τοῦ κ. Τσίλλερ ὅτε μετέβητε νὰ τῷ ἐπιδείξητε τὰ σχέδια, καὶ τὴν φωτογραφίαν τοῦ καθιδρύματος, καὶ ἀπεχώρησα. xyxy=(152,1200,357,1291)
row-label: Σιδηρόδ. Ἀθηνῶν-Πειραιῶς. Δρ. xyxy=(154,331,315,357)
table-row xyxy=(782,1216,1003,1229)
note: ἐκεῖ εἰς χωροφύλακ ὡς φρουρός· Τρεῖς φοράς μέχρι τοῦδε τὸ ὄχημα διεσώθη ἐκ μεθυσμένης καὶ εὐτυχῶς οὐδεὶς ἐτραυματίσθη. xyxy=(152,651,357,712)
dateline: ΘΕΣΣΑΛΟΝΙΚΗ, 1 Αὐγούστου. xyxy=(623,1715,753,1746)
headline-time: ΩΡΑ ΤΕΤΑΡΤΗ ΠΡΩΙΝΗ xyxy=(373,173,767,247)
banks-title: ΜΕΤΟΧΑΙ ΤΡΑΠΕΖΩΝ xyxy=(178,202,331,216)
row-value: 148.— xyxy=(321,422,355,435)
row-value: 0.6530 xyxy=(964,1242,1001,1255)
patras-text: Τὴν προσεχῆ Κυριακὴν περὶ ὥραν 10 π.μ. πάντες οἱ Ἀθηναῖοι καὶ Πειραιεῖ Πατρινοὶ θὰ συνέλθουν εἰς τὸ κατάστημα τῆς Δημαρχίας διὰ νὰ συσκεφθοῦν καὶ ἀποφασίσουν ἐμφανίσεις περὶ τῆς ἐκλογῆς Δημάρχου. xyxy=(152,732,357,838)
ad-title: ΕΙΣ ΤΟΝ ΠΛΕΥΡΗ xyxy=(837,1497,948,1551)
row-value: 9.1380 xyxy=(964,1294,1001,1307)
article-text: Παρασκευὴ μεταμεσονύκτιον. Ἀσφαλῆ τηλεγραφήματα ἐκ Θεσσαλονίκης ἀναφέρουσιν ὅτι τὸ Κρούσοβον κατέχεται ἀκόμη ὑπὸ τῶν ἀνταρτῶν. Ὁ Τουρκικὸς στρατὸς ἐπανειλημμένως ἐπεχείρησεν ἐφόδους ἀλλ' ἀπεκρούσθη. Αἱ ἀσφαλεῖς αὗται πληροφορίαι φέρουσιν ὅτι οἱ ἀντάρται ἔσφαξαν εἰς τὸ Κρούσοβον τοὺς Τούρκους ὑπαλλήλους. xyxy=(366,1434,594,1586)
article-title: ΤΟ ΚΡΟΥΣΟΒΟΝ ΚΑΤΕΧΕΤΑΙ ΑΚΟΜΗ xyxy=(371,1358,589,1389)
row-value: 58.75 xyxy=(324,258,355,271)
article-title: ΟΙ ΒΟΥΛΓΑΡΟΙ ΠΥΡΠΟΛΟΥΝ ΧΩΡΙΑ xyxy=(605,1644,771,1682)
headline-sub: ΦΟΝΟΣ ΔΥΟ ΕΛΛΗΝΩΝ xyxy=(381,395,759,425)
article-title: ΔΙΑΡΠΑΓΗ ΥΠΟΖΥΓΙΩΝ ΚΑΙ ΖΩΟΤΡΟΦΙΩΝ xyxy=(375,967,585,998)
row-label: Θειϊκὸν ὀξὺ xyxy=(784,1216,848,1229)
row-value: 127.50 xyxy=(318,357,355,370)
article-text: Σάββατον ὥρα 4η πρωϊνή. Ἐπείγον. Συνεπείᾳ τῆς ἀνακοινώσεως ταύτης τῶν Δυνάμεων πρὸς τὴν Πύλην, ἡ Τουρκικὴ Κυβέρνησις ἔδωσεν ἐκτενεῖς τηλεγραφικὰς διαταγὰς πρὸς τὰς ἐν Μακεδονίᾳ στρατιωτικὰς ἀρχάς. Συμφώνως πρὸς τὰς διαταγὰς ταύτας θὰ συγκεντρωθῶσιν 200.000 στρατιῶται, οἵτινες θὰ ἀρχίσωσιν ἀμέσως γενικὴν καταδίωξιν τῶν ἀνταρτῶν. xyxy=(1011,544,1247,711)
companies-table xyxy=(152,332,357,488)
row-value: 0.2860 xyxy=(964,1255,1001,1268)
